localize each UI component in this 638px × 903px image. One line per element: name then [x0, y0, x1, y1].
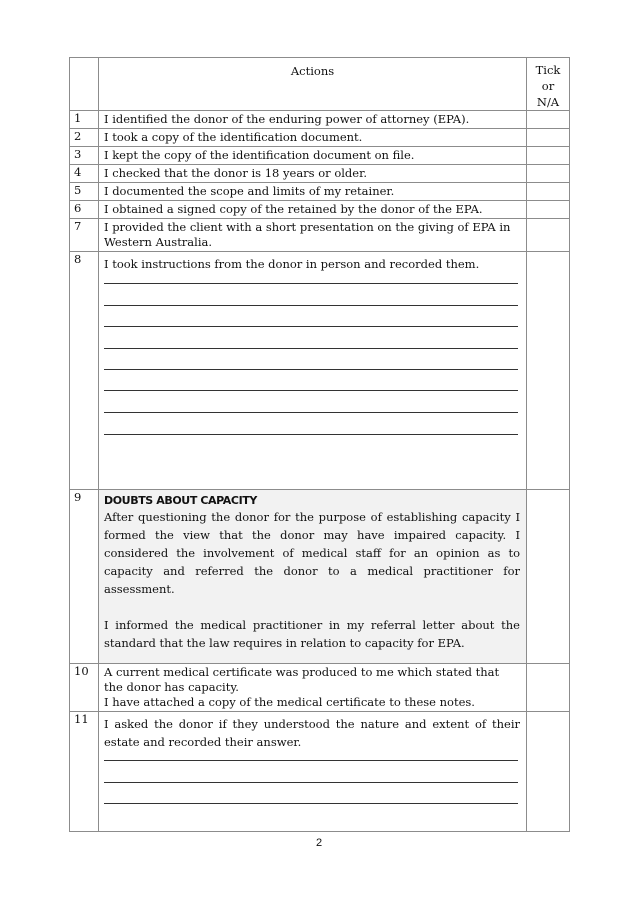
row-number: 5 [70, 183, 99, 201]
tick-cell[interactable] [527, 201, 570, 219]
table-row [70, 201, 570, 219]
row-action-cell [99, 490, 527, 664]
row-action-text: I kept the copy of the identification document on file. [99, 147, 527, 165]
table-row [70, 147, 570, 165]
row-number: 10 [70, 664, 99, 712]
capacity-heading: DOUBTS ABOUT CAPACITY [104, 494, 257, 507]
certificate-line-2: I have attached a copy of the medical certificate to these notes. [104, 695, 475, 709]
tick-cell[interactable] [527, 712, 570, 832]
tick-cell[interactable] [527, 165, 570, 183]
write-line[interactable] [104, 434, 518, 435]
write-line[interactable] [104, 283, 518, 284]
write-line[interactable] [104, 390, 518, 391]
row-number: 1 [70, 111, 99, 129]
table-row [70, 183, 570, 201]
write-line[interactable] [104, 782, 518, 783]
header-tick [527, 58, 570, 111]
header-actions: Actions [99, 58, 527, 111]
header-number-cell [70, 58, 99, 111]
table-row [70, 490, 570, 664]
write-line[interactable] [104, 326, 518, 327]
row-number: 9 [70, 490, 99, 664]
row-action-text: I documented the scope and limits of my retainer. [99, 183, 527, 201]
table-row [70, 219, 570, 252]
row-action-text: I took instructions from the donor in person and recorded them. [104, 257, 480, 271]
tick-cell[interactable] [527, 252, 570, 490]
write-line[interactable] [104, 803, 518, 804]
table-header-row [70, 58, 570, 111]
table-row [70, 252, 570, 490]
tick-cell[interactable] [527, 147, 570, 165]
table-row [70, 165, 570, 183]
row-number: 3 [70, 147, 99, 165]
tick-cell[interactable] [527, 129, 570, 147]
write-line[interactable] [104, 348, 518, 349]
row-action-text: I checked that the donor is 18 years or older. [99, 165, 527, 183]
row-number: 4 [70, 165, 99, 183]
row-action-text: I took a copy of the identification document. [99, 129, 527, 147]
row-number: 2 [70, 129, 99, 147]
header-tick-line2: or [541, 79, 555, 93]
tick-cell[interactable] [527, 490, 570, 664]
epa-checklist-table [69, 57, 570, 832]
tick-cell[interactable] [527, 111, 570, 129]
page-number: 2 [315, 837, 323, 849]
capacity-paragraph-1: After questioning the donor for the purpose of establishing capacity I formed the view that the donor may have impaired capacity. I considered the involvement of medical staff for an opinion as to capacity and referred the donor to a medical practitioner for assessment. [104, 510, 520, 596]
row-action-text: I obtained a signed copy of the retained by the donor of the EPA. [99, 201, 527, 219]
write-line[interactable] [104, 305, 518, 306]
header-tick-line1: Tick [535, 63, 561, 77]
table-row [70, 111, 570, 129]
row-number: 8 [70, 252, 99, 490]
certificate-line-1: A current medical certificate was produced to me which stated that the donor has capacity. [104, 665, 500, 694]
row-number: 6 [70, 201, 99, 219]
row-number: 7 [70, 219, 99, 252]
table-row [70, 129, 570, 147]
tick-cell[interactable] [527, 664, 570, 712]
tick-cell[interactable] [527, 183, 570, 201]
row-action-cell [99, 252, 527, 490]
write-line[interactable] [104, 412, 518, 413]
row-action-text: I asked the donor if they understood the nature and extent of their estate and recorded their answer. [104, 717, 520, 749]
write-line[interactable] [104, 369, 518, 370]
row-action-cell [99, 712, 527, 832]
table-row [70, 664, 570, 712]
row-action-text: I provided the client with a short presentation on the giving of EPA in Western Australia. [99, 219, 527, 252]
table-row [70, 712, 570, 832]
header-tick-line3: N/A [536, 95, 560, 109]
row-action-text: I identified the donor of the enduring power of attorney (EPA). [99, 111, 527, 129]
write-line[interactable] [104, 760, 518, 761]
row-number: 11 [70, 712, 99, 832]
tick-cell[interactable] [527, 219, 570, 252]
capacity-paragraph-2: I informed the medical practitioner in my referral letter about the standard that the law requires in relation to capacity for EPA. [104, 618, 520, 650]
row-action-cell [99, 664, 527, 712]
